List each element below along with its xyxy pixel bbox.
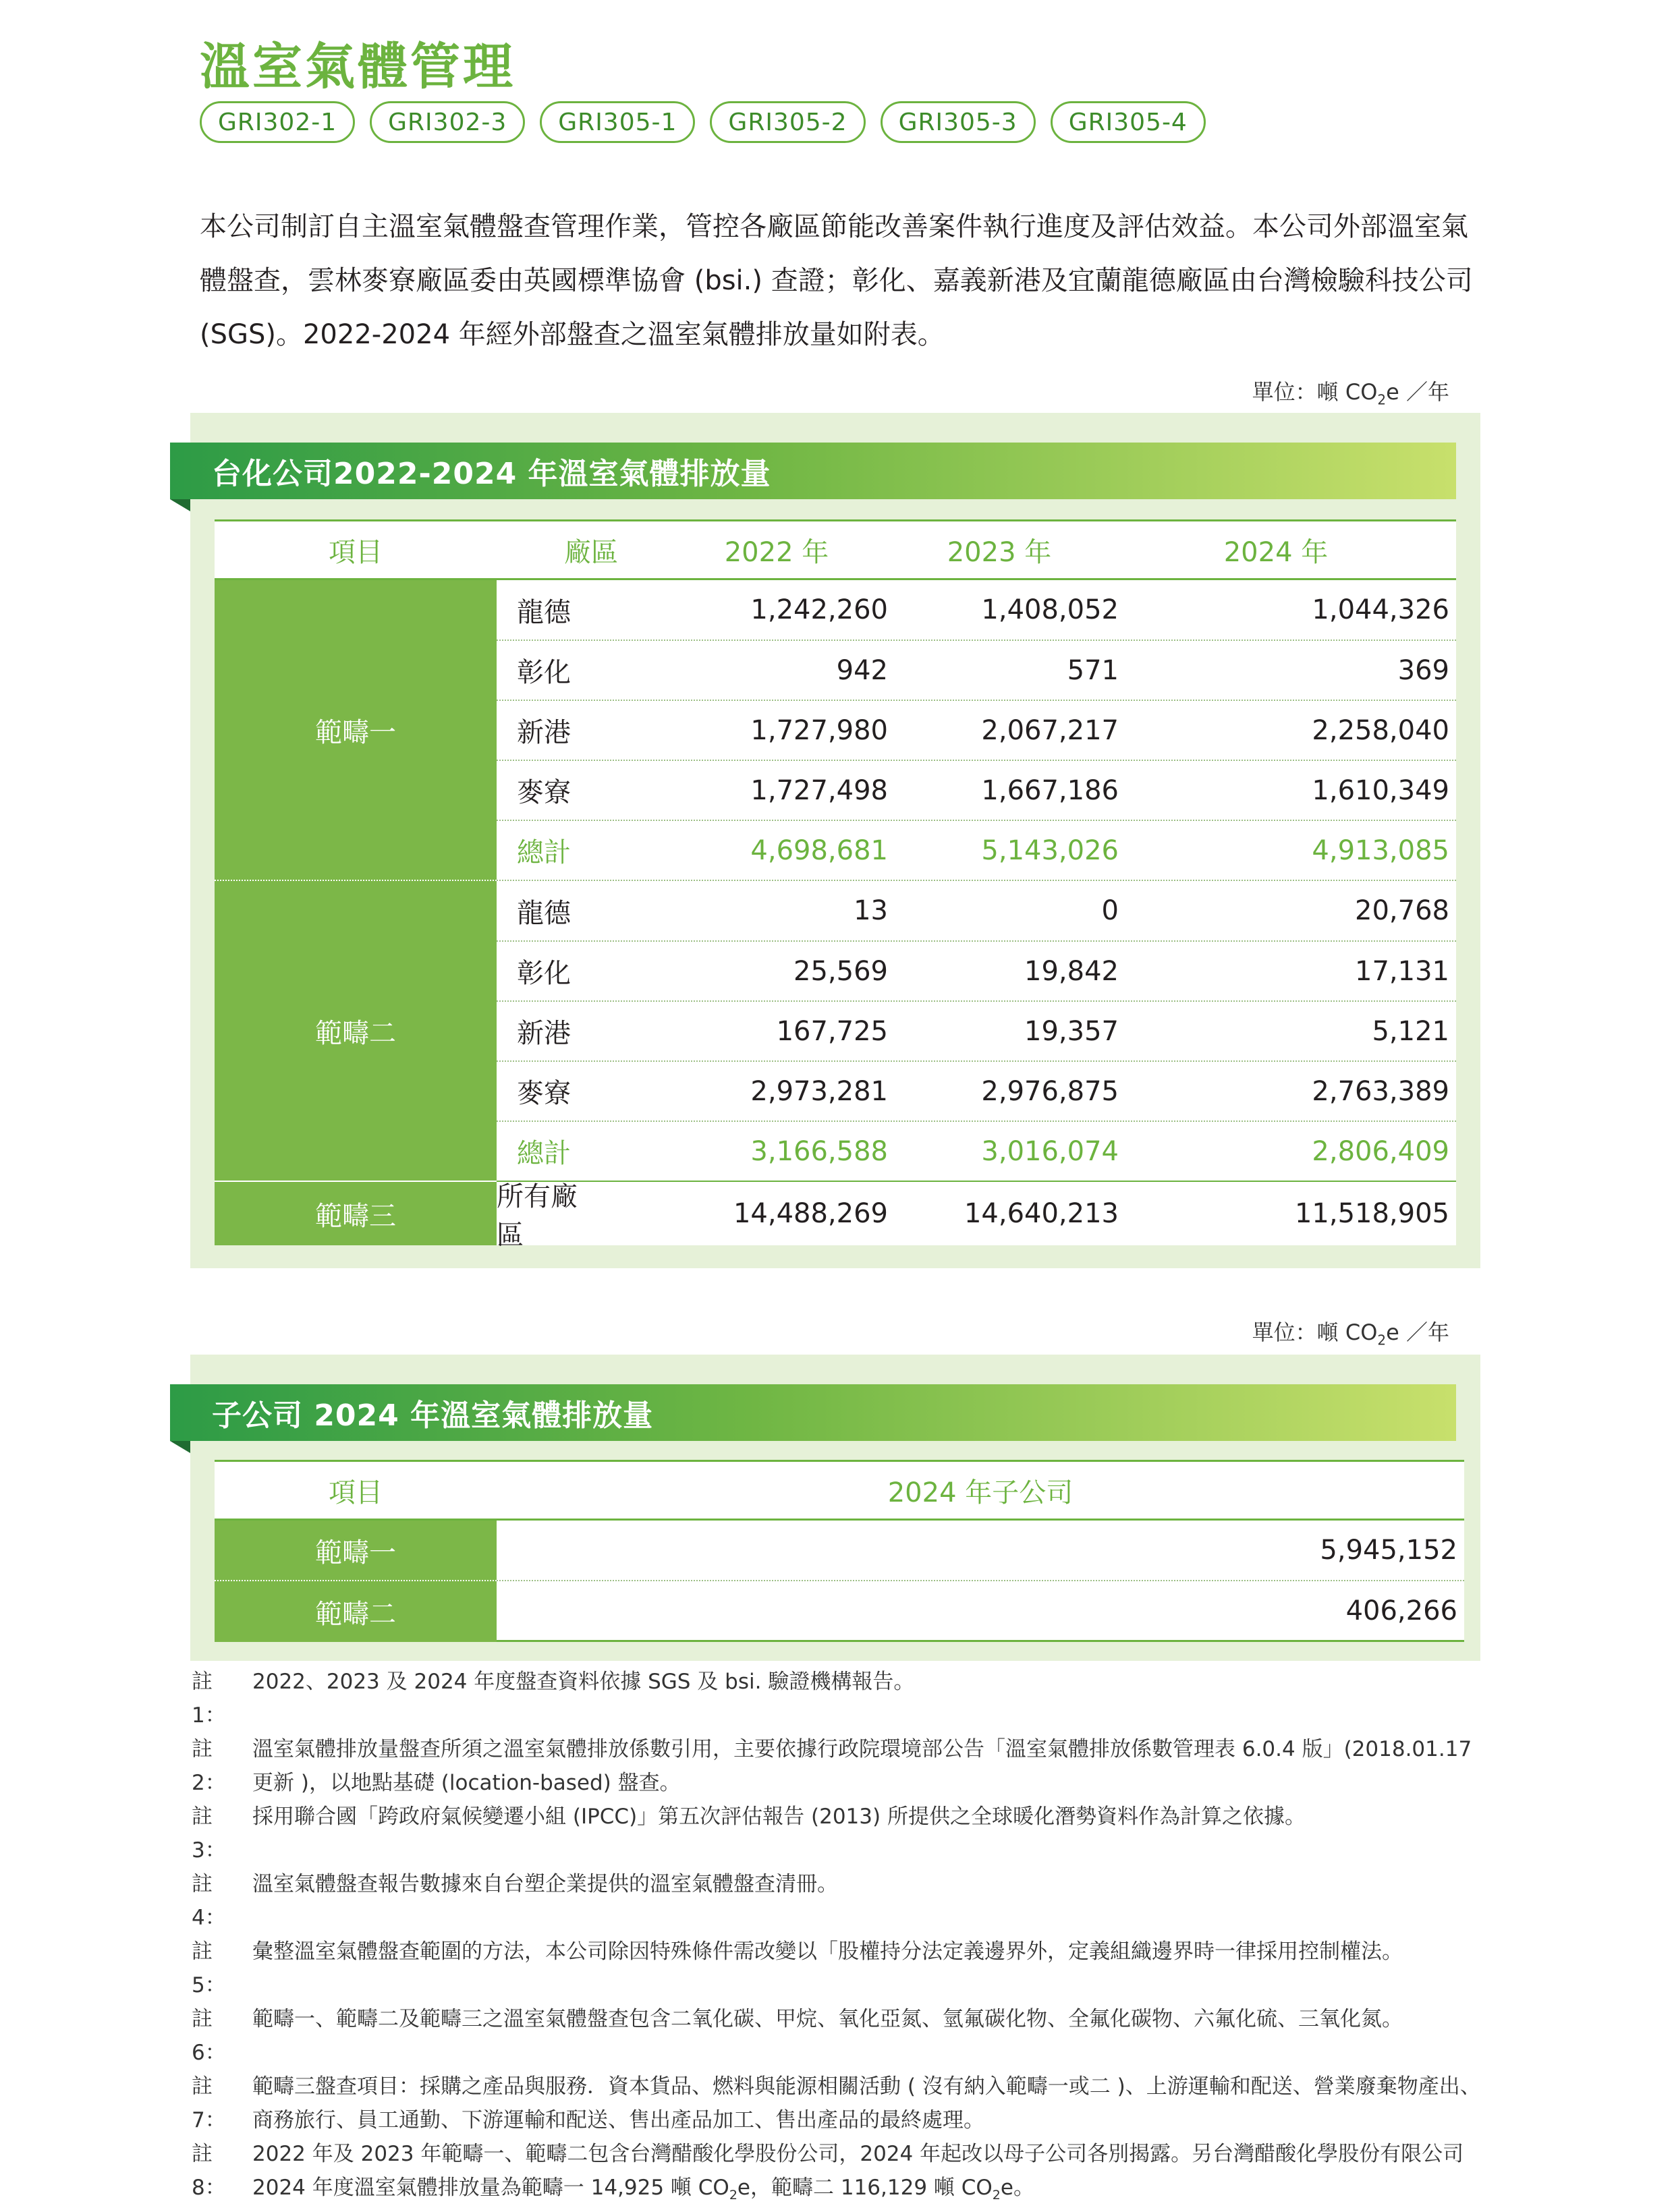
table2 [215, 1460, 1464, 1642]
banner-fold [170, 499, 190, 511]
cell-2024: 1,610,349 [1312, 774, 1449, 806]
footnote-text-part: e，範疇二 116,129 噸 CO [737, 2176, 993, 2200]
cell-2023: 0 [1101, 895, 1119, 926]
table1 [215, 519, 1456, 1251]
cell-value: 5,945,152 [1320, 1535, 1457, 1566]
footnote-text: 彙整溫室氣體盤查範圍的方法，本公司除因特殊條件需改變以「股權持分法定義邊界外，定義組織邊界時一律採用控制權法。 [252, 1939, 1403, 1964]
table1-title: 台化公司2022-2024 年溫室氣體排放量 [170, 443, 1456, 499]
table2-title: 子公司 2024 年溫室氣體排放量 [170, 1384, 1456, 1441]
co2-subscript: 2 [729, 2188, 737, 2203]
cell-2024: 17,131 [1355, 955, 1449, 987]
cell-2024: 369 [1397, 654, 1449, 686]
footnote [192, 2002, 1487, 2070]
cell-value: 406,266 [1345, 1595, 1457, 1626]
unit-suffix: e ／年 [1386, 379, 1449, 405]
header-item: 項目 [329, 536, 383, 568]
cell-2022: 167,725 [776, 1015, 888, 1047]
unit-subscript: 2 [1377, 1332, 1387, 1349]
footnote-text: 範疇三盤查項目：採購之產品與服務．資本貨品、燃料與能源相關活動 ( 沒有納入範疇一或二 )、上游運輸和配送、營業廢棄物產出、商務旅行、員工通勤、下游運輸和配送、售出產品加工、售出產品的最終處理。 [252, 2074, 1481, 2132]
cell-plant: 麥寮 [517, 777, 571, 808]
cell-2024: 2,763,389 [1312, 1075, 1449, 1107]
cell-2023: 5,143,026 [981, 834, 1119, 866]
gri-tag: GRI305-1 [540, 101, 695, 143]
cell-2023: 14,640,213 [964, 1198, 1119, 1229]
cell-2022: 942 [836, 654, 888, 686]
cell-plant: 新港 [517, 717, 571, 748]
cell-2024: 2,258,040 [1312, 714, 1449, 746]
footnote-label: 註 4： [192, 1872, 226, 1930]
footnote-text: 採用聯合國「跨政府氣候變遷小組 (IPCC)」第五次評估報告 (2013) 所提供之全球暖化潛勢資料作為計算之依據。 [252, 1805, 1306, 1829]
category-scope-2: 範疇二 [215, 881, 497, 1182]
cell-2023: 2,976,875 [981, 1075, 1119, 1107]
footnote [192, 1732, 1487, 1800]
cell-2024: 4,913,085 [1312, 834, 1449, 866]
cell-2024: 11,518,905 [1294, 1198, 1449, 1229]
cell-2022: 1,727,498 [750, 774, 888, 806]
unit-label [1252, 1315, 1449, 1348]
gri-tag: GRI305-4 [1051, 101, 1206, 143]
table-row [497, 1581, 1464, 1642]
cell-2022: 13 [854, 895, 888, 926]
page-title: 溫室氣體管理 [200, 38, 515, 96]
cell-plant: 新港 [517, 1018, 571, 1049]
cell-2024: 20,768 [1355, 895, 1449, 926]
cell-2022: 1,242,260 [750, 594, 888, 625]
cell-2023: 1,408,052 [981, 594, 1119, 625]
footnote [192, 2070, 1487, 2137]
footnote-text-part: e。 [1000, 2176, 1034, 2200]
table1-header [215, 519, 1456, 580]
gri-tag-list [200, 101, 1206, 143]
table-row [497, 761, 1456, 821]
table-row [497, 1062, 1456, 1122]
footnote-text: 溫室氣體排放量盤查所須之溫室氣體排放係數引用，主要依據行政院環境部公告「溫室氣體排放係數管理表 6.0.4 版」(2018.01.17 更新 )，以地點基礎 (location-based) 盤查。 [252, 1737, 1472, 1795]
cell-plant: 總計 [517, 1138, 571, 1169]
table-row-total [497, 821, 1456, 881]
table-row [497, 641, 1456, 701]
category-scope-1: 範疇一 [215, 1521, 497, 1581]
footnote-label: 註 1： [192, 1670, 226, 1728]
footnote [192, 2137, 1487, 2212]
gri-tag: GRI302-3 [370, 101, 525, 143]
cell-2023: 571 [1067, 654, 1119, 686]
intro-paragraph: 本公司制訂自主溫室氣體盤查管理作業，管控各廠區節能改善案件執行進度及評估效益。本公司外部溫室氣體盤查，雲林麥寮廠區委由英國標準協會 (bsi.) 查證；彰化、嘉義新港及宜蘭龍德廠區由台灣檢驗科技公司 (SGS)。2022-2024 年經外部盤查之溫室氣體排放量如附表。 [200, 211, 1473, 350]
cell-plant: 彰化 [517, 958, 571, 989]
cell-2022: 1,727,980 [750, 714, 888, 746]
table-row-total [497, 1122, 1456, 1182]
cell-plant: 所有廠區 [497, 1181, 578, 1251]
unit-subscript: 2 [1377, 391, 1387, 408]
table2-header [215, 1460, 1464, 1521]
header-2023: 2023 年 [947, 536, 1052, 568]
footnote-label: 註 8： [192, 2142, 226, 2200]
footnote-label: 註 7： [192, 2074, 226, 2132]
table-row [497, 881, 1456, 942]
category-scope-2: 範疇二 [215, 1581, 497, 1642]
table-row [497, 1181, 1456, 1251]
cell-2022: 25,569 [793, 955, 888, 987]
footnote-label: 註 2： [192, 1737, 226, 1795]
header-plant: 廠區 [564, 536, 618, 568]
footnotes [192, 1665, 1487, 2212]
header-2024: 2024 年 [1223, 536, 1329, 568]
cell-plant: 龍德 [517, 596, 571, 628]
cell-plant: 麥寮 [517, 1078, 571, 1109]
footnote [192, 1935, 1487, 2002]
cell-2022: 4,698,681 [750, 834, 888, 866]
header-subsidiary-2024: 2024 年子公司 [887, 1477, 1074, 1508]
cell-2022: 3,166,588 [750, 1135, 888, 1167]
table-row [497, 580, 1456, 641]
cell-2023: 2,067,217 [981, 714, 1119, 746]
cell-2023: 19,842 [1024, 955, 1119, 987]
unit-label [1252, 375, 1449, 407]
cell-2023: 19,357 [1024, 1015, 1119, 1047]
footnote [192, 1665, 1487, 1732]
footnote [192, 1867, 1487, 1935]
footnote [192, 1800, 1487, 1867]
gri-tag: GRI305-3 [881, 101, 1036, 143]
header-item: 項目 [329, 1477, 383, 1508]
table-row [497, 701, 1456, 761]
cell-2022: 14,488,269 [733, 1198, 888, 1229]
footnote-text: 溫室氣體盤查報告數據來自台塑企業提供的溫室氣體盤查清冊。 [252, 1872, 838, 1896]
cell-2024: 1,044,326 [1312, 594, 1449, 625]
footnote-text: 2022、2023 及 2024 年度盤查資料依據 SGS 及 bsi. 驗證機構報告。 [252, 1670, 915, 1694]
cell-2024: 2,806,409 [1312, 1135, 1449, 1167]
gri-tag: GRI305-2 [710, 101, 865, 143]
cell-plant: 龍德 [517, 897, 571, 929]
category-scope-3: 範疇三 [215, 1182, 497, 1245]
table-row [497, 1521, 1464, 1581]
header-2022: 2022 年 [724, 536, 829, 568]
unit-prefix: 單位：噸 CO [1252, 379, 1378, 405]
footnote-text-part: 2022 年及 2023 年範疇一、範疇二包含台灣醋酸化學股份公司，2024 年起改以母子公司各別揭露。另台灣醋酸化學股份有限公司 2024 年度溫室氣體排放量為範疇一 14,925 噸 CO [252, 2142, 1464, 2200]
footnote-text: 範疇一、範疇二及範疇三之溫室氣體盤查包含二氧化碳、甲烷、氧化亞氮、氫氟碳化物、全氟化碳物、六氟化硫、三氧化氮。 [252, 2007, 1403, 2031]
footnote-text [252, 2137, 1487, 2212]
cell-plant: 總計 [517, 837, 571, 868]
cell-2023: 1,667,186 [981, 774, 1119, 806]
footnote-label: 註 5： [192, 1939, 226, 1997]
unit-prefix: 單位：噸 CO [1252, 1320, 1378, 1345]
cell-2024: 5,121 [1372, 1015, 1449, 1047]
co2-subscript: 2 [992, 2188, 1001, 2203]
gri-tag: GRI302-1 [200, 101, 355, 143]
category-scope-1: 範疇一 [215, 580, 497, 881]
unit-suffix: e ／年 [1386, 1320, 1449, 1345]
footnote-label: 註 6： [192, 2007, 226, 2065]
footnote-label: 註 3： [192, 1805, 226, 1863]
cell-2022: 2,973,281 [750, 1075, 888, 1107]
cell-2023: 3,016,074 [981, 1135, 1119, 1167]
table-row [497, 942, 1456, 1002]
banner-fold [170, 1441, 190, 1453]
cell-plant: 彰化 [517, 657, 571, 688]
table-row [497, 1002, 1456, 1062]
